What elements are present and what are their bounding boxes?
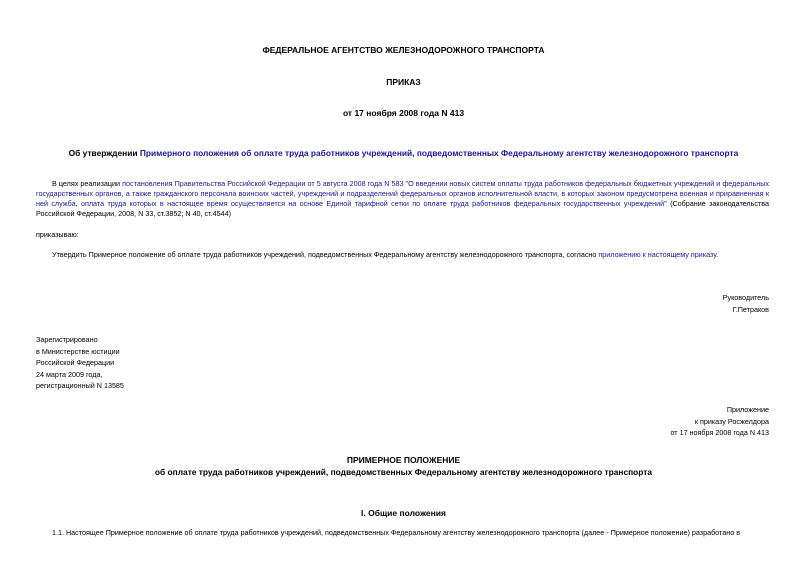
appendix-ref-line: к приказу Росжелдора (694, 416, 769, 426)
registration-block (36, 334, 124, 392)
order-title-link[interactable]: Примерного положения об оплате труда работников учреждений, подведомственных Федеральному агентству железнодорожного транспорта (139, 148, 739, 158)
registration-line: регистрационный N 13585 (36, 381, 124, 390)
registration-line: 24 марта 2009 года, (36, 369, 103, 379)
order-title (0, 148, 807, 158)
registration-line: в Министерстве юстиции (36, 346, 120, 356)
regulation-subtitle: об оплате труда работников учреждений, подведомственных Федеральному агентству железнодорожного транспорта (154, 467, 653, 477)
appendix-ref-line: от 17 ноября 2008 года N 413 (670, 428, 769, 437)
order-word: приказываю: (36, 230, 79, 239)
appendix-link[interactable]: приложению к настоящему приказу (598, 250, 717, 259)
appendix-ref-block (670, 404, 769, 439)
signature-name: Г.Петраков (732, 304, 769, 314)
order-title-prefix: Об утверждении (68, 148, 140, 158)
preamble-lead: В целях реализации (52, 179, 123, 188)
doc-type-heading: ПРИКАЗ (386, 77, 421, 87)
signature-block (723, 292, 769, 315)
regulation-title: ПРИМЕРНОЕ ПОЛОЖЕНИЕ (346, 455, 461, 465)
decree-end: . (716, 250, 719, 259)
appendix-ref-line: Приложение (726, 405, 769, 414)
preamble-paragraph (36, 179, 769, 219)
signature-role: Руководитель (722, 293, 769, 302)
order-date-number: от 17 ноября 2008 года N 413 (342, 108, 465, 118)
registration-line: Российской Федерации (36, 358, 115, 367)
decree-text: Утвердить Примерное положение об оплате труда работников учреждений, подведомственных Федеральному агентству железнодорожного транспорта, согласно (52, 250, 599, 259)
preamble-tail: " (Собрание законодательства Российской Федерации, 2008, N 33, ст.3852; N 40, ст.4544) (36, 199, 769, 218)
agency-heading: ФЕДЕРАЛЬНОЕ АГЕНТСТВО ЖЕЛЕЗНОДОРОЖНОГО ТРАНСПОРТА (262, 45, 545, 55)
registration-line: Зарегистрировано (36, 335, 98, 344)
section-heading: I. Общие положения (361, 508, 446, 518)
decree-paragraph (52, 250, 769, 260)
government-decree-link[interactable]: постановления Правительства Российской Федерации от 5 августа 2008 года N 583 "О введении новых систем оплаты труда работников федеральных бюджетных учреждений и федеральных государственных органов, а также гражданского персонала воинских частей, учреждений и подразделений федеральных органов исполнительной власти, в которых законом предусмотрена военная и приравненная к ней служба, оплата труда которых в настоящее время осуществляется на основе Единой тарифной сетки по оплате труда работников федеральных государственных учреждений (36, 179, 769, 208)
section1-paragraph: 1.1. Настоящее Примерное положение об оплате труда работников учреждений, подведомственных Федеральному агентству железнодорожного транспорта (далее - Примерное положение) разработано в (52, 528, 741, 537)
